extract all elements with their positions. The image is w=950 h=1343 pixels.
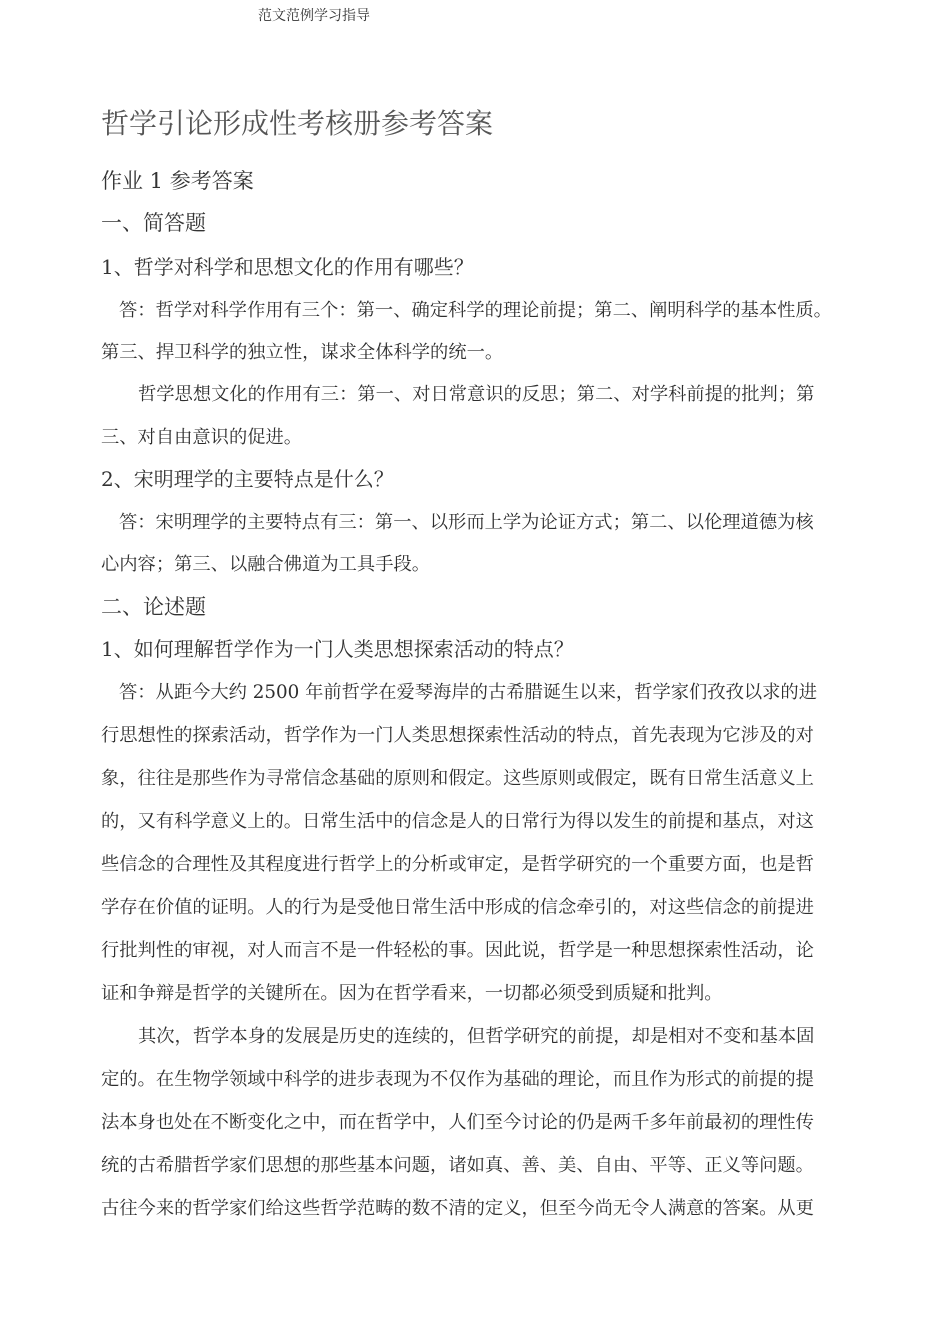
section-heading-essay: 二、论述题 (101, 595, 206, 619)
answer-3b-line: 法本身也处在不断变化之中，而在哲学中，人们至今讨论的仍是两千多年前最初的理性传 (101, 1112, 814, 1133)
answer-3-line: 证和争辩是哲学的关键所在。因为在哲学看来，一切都必须受到质疑和批判。 (101, 983, 723, 1004)
answer-3-line: 学存在价值的证明。人的行为是受他日常生活中形成的信念牵引的，对这些信念的前提进 (101, 897, 814, 918)
assignment-heading: 作业 1 参考答案 (101, 169, 254, 193)
question-3: 1、如何理解哲学作为一门人类思想探索活动的特点？ (101, 637, 574, 661)
answer-3b-line: 定的。在生物学领域中科学的进步表现为不仅作为基础的理论，而且作为形式的前提的提 (101, 1069, 814, 1090)
question-2: 2、宋明理学的主要特点是什么？ (101, 467, 394, 491)
answer-3-line: 行思想性的探索活动，哲学作为一门人类思想探索性活动的特点，首先表现为它涉及的对 (101, 725, 814, 746)
document-title: 哲学引论形成性考核册参考答案 (101, 107, 494, 140)
answer-1-line: 答：哲学对科学作用有三个：第一、确定科学的理论前提；第二、阐明科学的基本性质。 (119, 300, 832, 321)
answer-3-line: 象，往往是那些作为寻常信念基础的原则和假定。这些原则或假定，既有日常生活意义上 (101, 768, 814, 789)
answer-2-line: 心内容；第三、以融合佛道为工具手段。 (101, 554, 431, 575)
answer-1-line: 第三、捍卫科学的独立性，谋求全体科学的统一。 (101, 342, 504, 363)
page-header: 范文范例学习指导 (258, 8, 370, 24)
answer-3b-line: 统的古希腊哲学家们思想的那些基本问题，诸如真、善、美、自由、平等、正义等问题。 (101, 1155, 814, 1176)
answer-3-line: 行批判性的审视，对人而言不是一件轻松的事。因此说，哲学是一种思想探索性活动，论 (101, 940, 814, 961)
answer-3-line: 些信念的合理性及其程度进行哲学上的分析或审定，是哲学研究的一个重要方面，也是哲 (101, 854, 814, 875)
answer-3b-line: 古往今来的哲学家们给这些哲学范畴的数不清的定义，但至今尚无令人满意的答案。从更 (101, 1198, 814, 1219)
question-1: 1、哲学对科学和思想文化的作用有哪些？ (101, 255, 474, 279)
answer-2-line: 答：宋明理学的主要特点有三：第一、以形而上学为论证方式；第二、以伦理道德为核 (119, 512, 814, 533)
answer-3-line: 的，又有科学意义上的。日常生活中的信念是人的日常行为得以发生的前提和基点，对这 (101, 811, 814, 832)
answer-3b-line: 其次，哲学本身的发展是历史的连续的，但哲学研究的前提，却是相对不变和基本固 (138, 1026, 815, 1047)
answer-3-line: 答：从距今大约 2500 年前哲学在爱琴海岸的古希腊诞生以来，哲学家们孜孜以求的进 (119, 682, 817, 703)
answer-1-line: 哲学思想文化的作用有三：第一、对日常意识的反思；第二、对学科前提的批判；第 (138, 384, 815, 405)
section-heading-short-answer: 一、简答题 (101, 211, 206, 235)
answer-1-line: 三、对自由意识的促进。 (101, 427, 303, 448)
